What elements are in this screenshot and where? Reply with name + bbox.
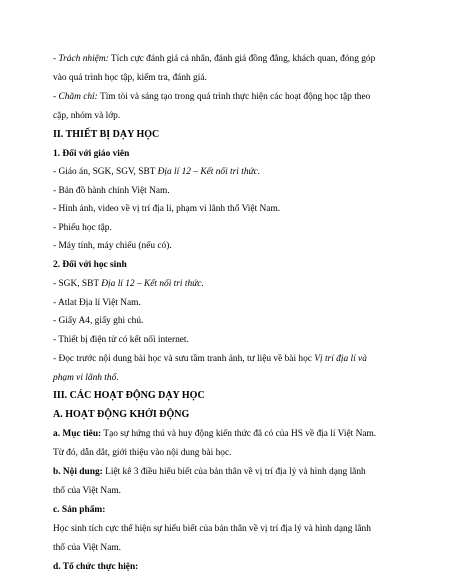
teacher-item: - Hình ảnh, video về vị trí địa lí, phạm vi lãnh thổ Việt Nam.: [53, 204, 281, 214]
teacher-item: - Phiếu học tập.: [53, 223, 112, 233]
teacher-heading: 1. Đối với giáo viên: [53, 149, 130, 159]
student-last-italic-2: phạm vi lãnh thổ: [53, 373, 117, 383]
san-pham-line-1: Học sinh tích cực thể hiện sự hiểu biết của bản thân về vị trí địa lý và hình dạng lãnh: [53, 524, 371, 534]
trach-nhiem-text: Tích cực đánh giá cá nhân, đánh giá đồng đẳng, khách quan, đóng góp: [108, 54, 376, 64]
teacher-item-text: - Giáo án, SGK, SGV, SBT: [53, 167, 158, 177]
section-2-title: II. THIẾT BỊ DẠY HỌC: [53, 129, 160, 140]
student-last-italic: Vị trí địa lí và: [314, 354, 367, 364]
teacher-item: - Máy tính, máy chiếu (nếu có).: [53, 241, 172, 251]
noi-dung-line-2: thổ của Việt Nam.: [53, 486, 121, 496]
teacher-item: - Bản đồ hành chính Việt Nam.: [53, 186, 170, 196]
activity-a-heading: A. HOẠT ĐỘNG KHỞI ĐỘNG: [53, 409, 190, 420]
student-item: - Atlat Địa lí Việt Nam.: [53, 298, 141, 308]
muc-tieu-line-2: Từ đó, dẫn dắt, giới thiệu vào nội dung bài học.: [53, 448, 232, 458]
san-pham-line-2: thổ của Việt Nam.: [53, 543, 121, 553]
muc-tieu-label: a. Mục tiêu:: [53, 429, 102, 439]
to-chuc-label: d. Tổ chức thực hiện:: [53, 562, 139, 572]
student-heading: 2. Đối với học sinh: [53, 260, 127, 270]
student-item-last-line-2: [53, 372, 397, 384]
teacher-item-italic: Địa lí 12 – Kết nối tri thức.: [157, 167, 261, 177]
student-item: - Thiết bị điện tử có kết nối internet.: [53, 335, 189, 345]
student-item-last-line-1: [53, 353, 397, 365]
noi-dung-text: Liệt kê 3 điều hiểu biết của bản thân về vị trí địa lý và hình dạng lãnh: [102, 467, 366, 477]
student-last-end: .: [116, 373, 119, 383]
trach-nhiem-line-1: [53, 53, 397, 65]
cham-chi-line-1: [53, 91, 397, 103]
section-3-title: III. CÁC HOẠT ĐỘNG DẠY HỌC: [53, 390, 205, 401]
student-item: - Giấy A4, giấy ghi chú.: [53, 316, 144, 326]
student-item-italic: Địa lí 12 – Kết nối tri thức.: [101, 279, 204, 289]
trach-nhiem-line-2: vào quá trình học tập, kiểm tra, đánh giá.: [53, 73, 207, 83]
trach-nhiem-label: - Trách nhiệm:: [53, 54, 109, 64]
san-pham-label: c. Sản phẩm:: [53, 505, 106, 515]
student-item-text: - SGK, SBT: [53, 279, 102, 289]
teacher-item: [53, 166, 397, 178]
noi-dung-line-1: [53, 466, 397, 478]
muc-tieu-text: Tạo sự hứng thú và huy động kiến thức đã có của HS về địa lí Việt Nam.: [101, 429, 377, 439]
cham-chi-line-2: cặp, nhóm và lớp.: [53, 111, 121, 121]
cham-chi-text: Tìm tòi và sáng tạo trong quá trình thực hiện các hoạt động học tập theo: [97, 92, 371, 102]
cham-chi-label: - Chăm chỉ:: [53, 92, 98, 102]
noi-dung-label: b. Nội dung:: [53, 467, 103, 477]
student-item: [53, 278, 397, 290]
muc-tieu-line-1: [53, 428, 397, 440]
student-last-text: - Đọc trước nội dung bài học và sưu tầm tranh ảnh, tư liệu về bài học: [53, 354, 315, 364]
